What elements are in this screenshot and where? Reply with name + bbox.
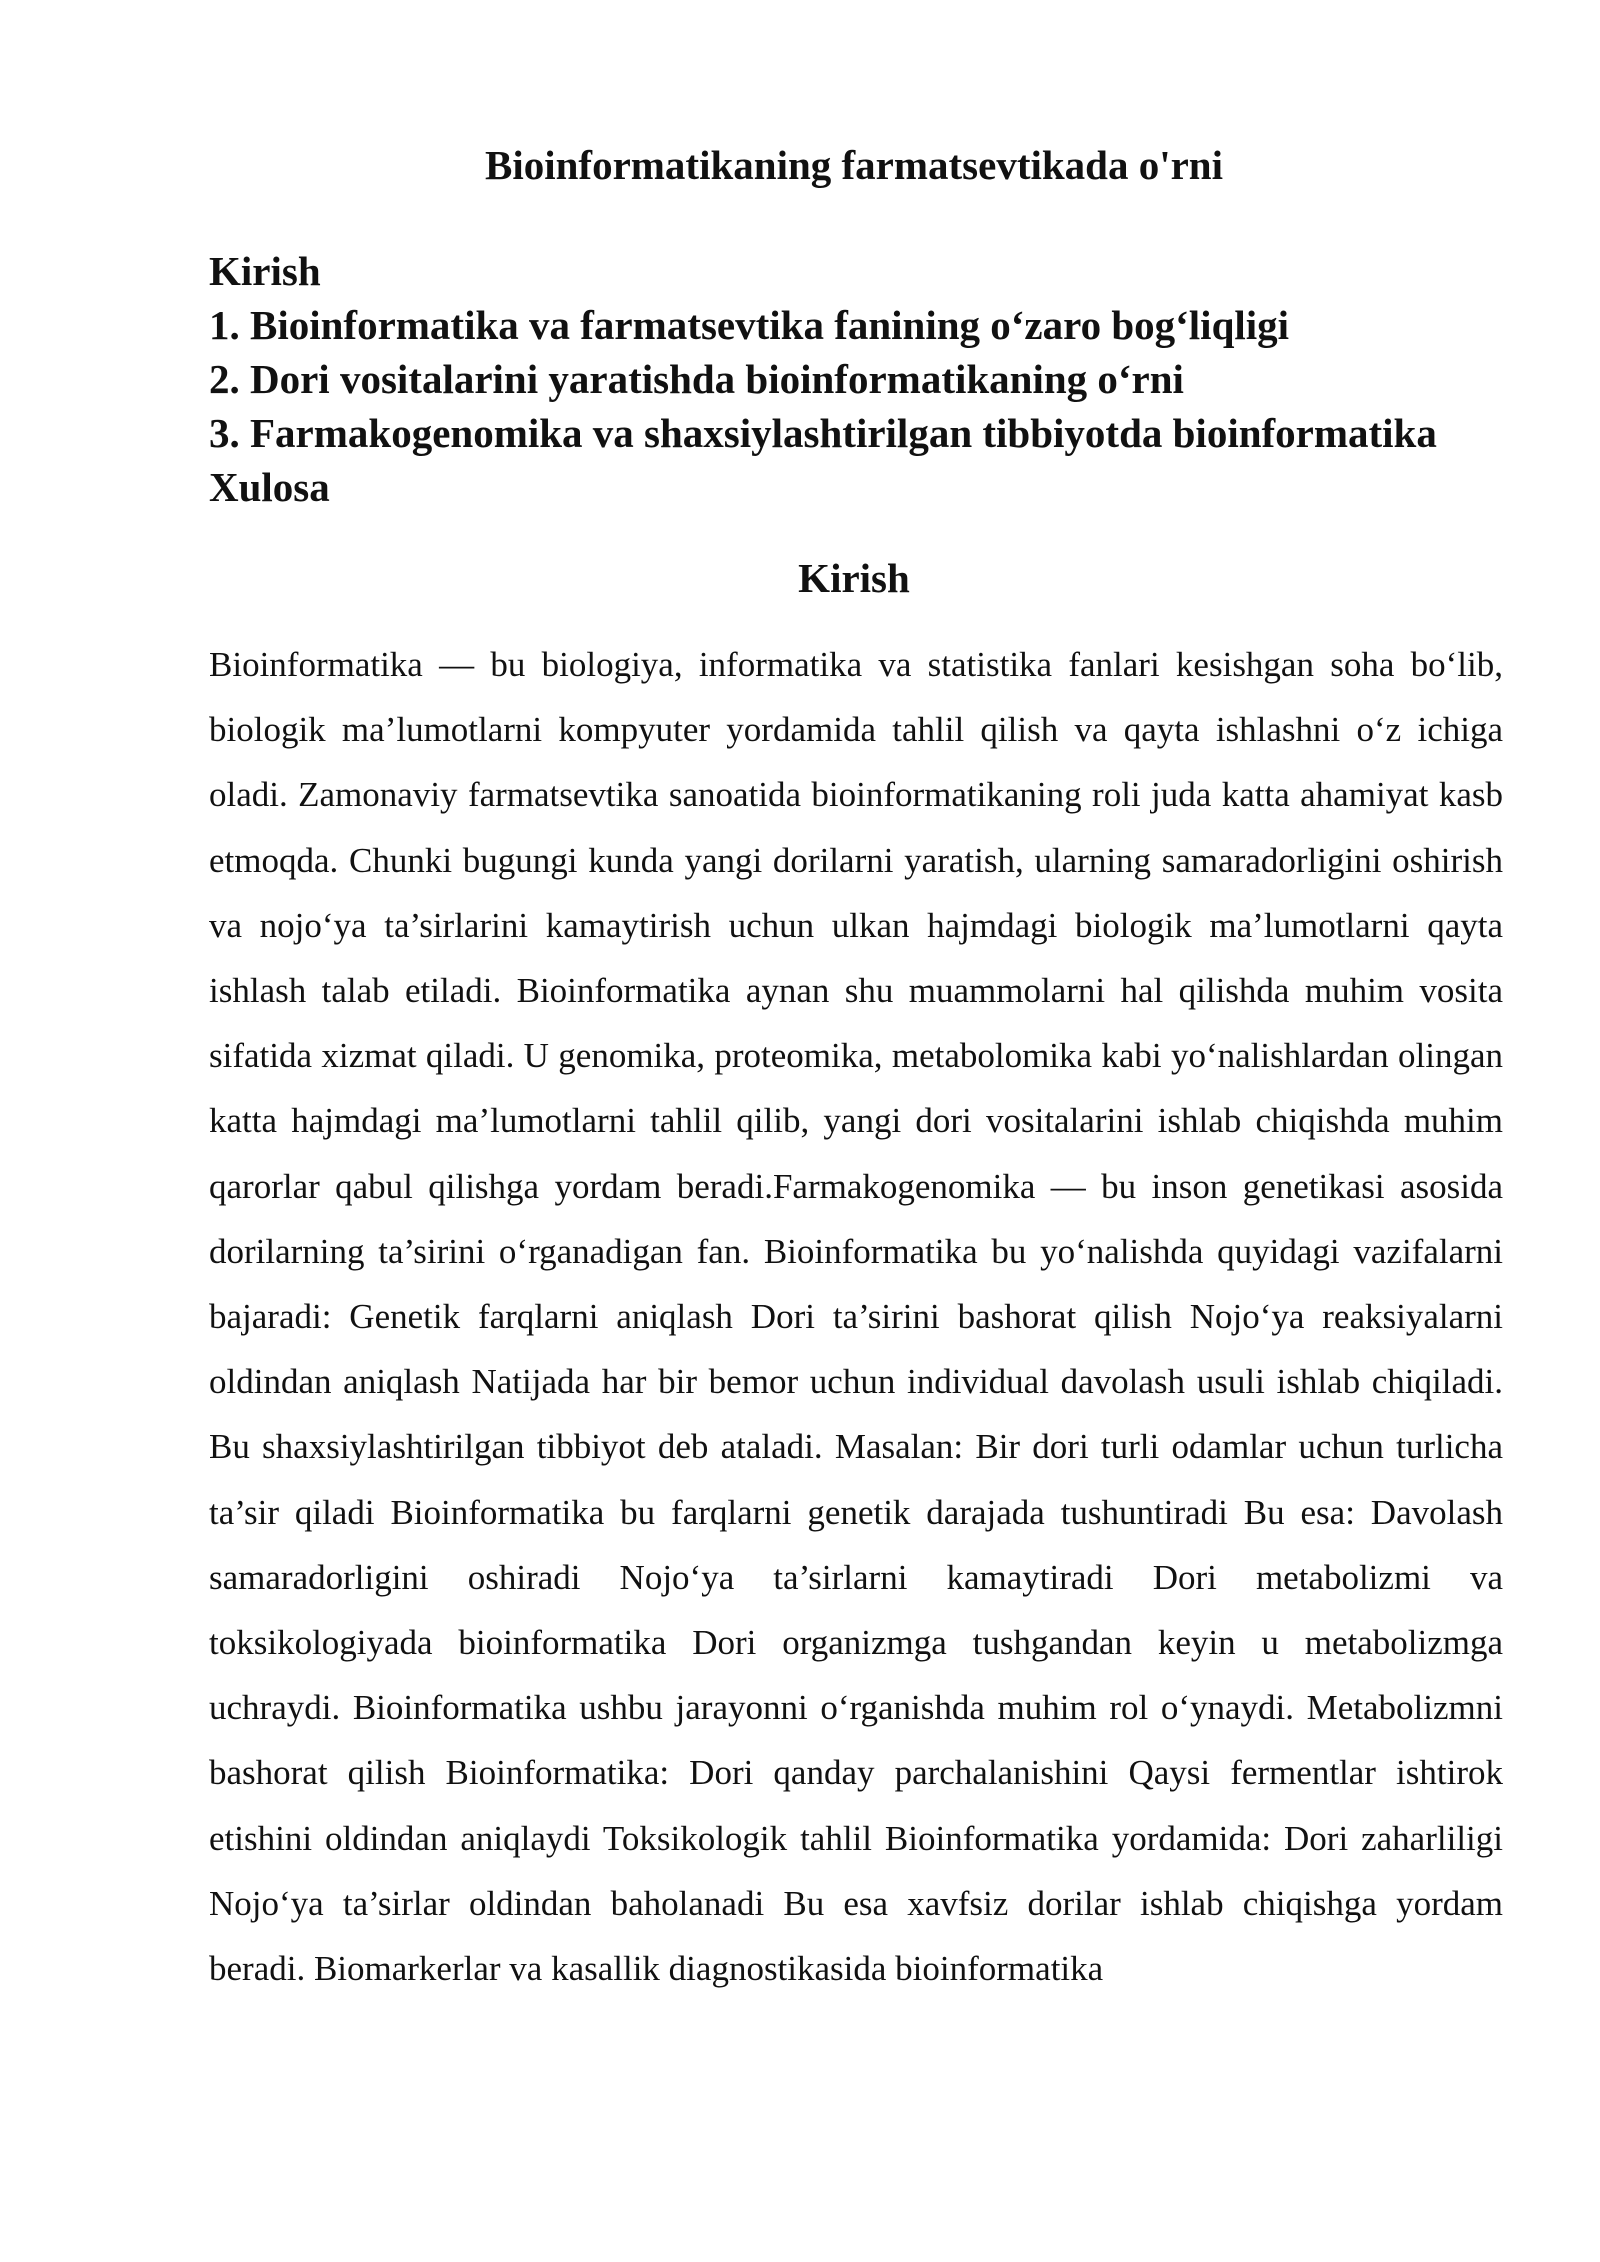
toc-item-intro: Kirish bbox=[209, 248, 321, 294]
toc-item-1: 1. Bioinformatika va farmatsevtika fanining o‘zaro bog‘liqligi bbox=[209, 302, 1290, 348]
body-paragraph: Bioinformatika — bu biologiya, informatika va statistika fanlari kesishgan soha bo‘lib, biologik ma’lumotlarni kompyuter yordamida tahlil qilish va qayta ishlashni o‘z ichiga oladi. Zamonaviy farmatsevtika sanoatida bioinformatikaning roli juda katta ahamiyat kasb etmoqda. Chunki bugungi kunda yangi dorilarni yaratish, ularning samaradorligini oshirish va nojo‘ya ta’sirlarini kamaytirish uchun ulkan hajmdagi biologik ma’lumotlarni qayta ishlash talab etiladi. Bioinformatika aynan shu muammolarni hal qilishda muhim vosita sifatida xizmat qiladi. U genomika, proteomika, metabolomika kabi yo‘nalishlardan olingan katta hajmdagi ma’lumotlarni tahlil qilib, yangi dori vositalarini ishlab chiqishda muhim qarorlar qabul qilishga yordam beradi.Farmakogenomika — bu inson genetikasi asosida dorilarning ta’sirini o‘rganadigan fan. Bioinformatika bu yo‘nalishda quyidagi vazifalarni bajaradi: Genetik farqlarni aniqlash Dori ta’sirini bashorat qilish Nojo‘ya reaksiyalarni oldindan aniqlash Natijada har bir bemor uchun individual davolash usuli ishlab chiqiladi. Bu shaxsiylashtirilgan tibbiyot deb ataladi. Masalan: Bir dori turli odamlar uchun turlicha ta’sir qiladi Bioinformatika bu farqlarni genetik darajada tushuntiradi Bu esa: Davolash samaradorligini oshiradi Nojo‘ya ta’sirlarni kamaytiradi Dori metabolizmi va toksikologiyada bioinformatika Dori organizmga tushgandan keyin u metabolizmga uchraydi. Bioinformatika ushbu jarayonni o‘rganishda muhim rol o‘ynaydi. Metabolizmni bashorat qilish Bioinformatika: Dori qanday parchalanishini Qaysi fermentlar ishtirok etishini oldindan aniqlaydi Toksikologik tahlil Bioinformatika yordamida: Dori zaharliligi Nojo‘ya ta’sirlar oldindan baholanadi Bu esa xavfsiz dorilar ishlab chiqishga yordam beradi. Biomarkerlar va kasallik diagnostikasida bioinformatika bbox=[209, 645, 1503, 1989]
toc-item-2: 2. Dori vositalarini yaratishda bioinformatikaning o‘rni bbox=[209, 356, 1184, 402]
document-title: Bioinformatikaning farmatsevtikada o'rni bbox=[484, 142, 1224, 188]
toc-item-3: 3. Farmakogenomika va shaxsiylashtirilgan tibbiyotda bioinformatika bbox=[209, 410, 1437, 456]
section-heading: Kirish bbox=[798, 555, 910, 601]
table-of-contents bbox=[209, 244, 1509, 514]
toc-item-conclusion: Xulosa bbox=[209, 464, 330, 510]
